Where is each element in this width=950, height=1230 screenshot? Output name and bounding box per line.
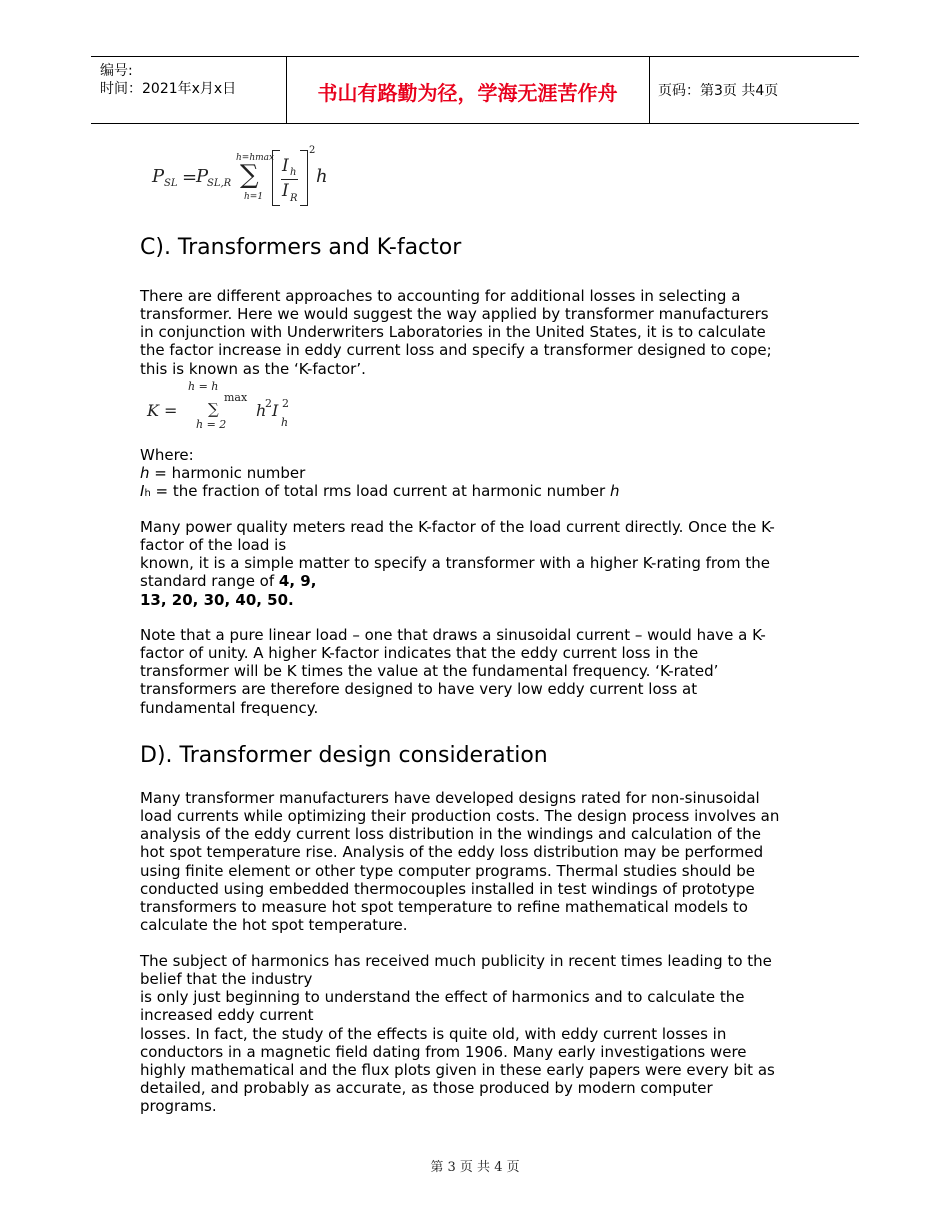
definitions xyxy=(140,446,840,503)
time-label: 时间：2021年x月x日 xyxy=(100,81,237,97)
left-bracket xyxy=(272,150,280,206)
where-label: Where: xyxy=(140,446,194,464)
right-bracket xyxy=(300,150,308,206)
def-i: Ih = the fraction of total rms load current at harmonic number h xyxy=(140,482,620,501)
section-c-paragraph-3: Note that a pure linear load – one that draws a sinusoidal current – would have a K- factor of unity. A higher K-factor indicates that the eddy current loss in the transformer will be K times the value at the fundamental frequency. ‘K-rated’ transformers are therefore designed to have very low eddy current loss at fundamental frequency. xyxy=(140,626,766,717)
section-d-paragraph-1: Many transformer manufacturers have developed designs rated for non-sinusoidal load currents while optimizing their production costs. The design process involves an analysis of the eddy current loss distribution in the windings and calculation of the hot spot temperature rise. Analysis of the eddy loss distribution may be performed using finite element or other type computer programs. Thermal studies should be conducted using embedded thermocouples installed in test windings of prototype transformers to measure hot spot temperature to refine mathematical models to calculate the hot spot temperature. xyxy=(140,789,780,935)
header-meta-cell xyxy=(91,57,287,123)
fraction-bar xyxy=(281,179,298,180)
doc-number-label: 编号: xyxy=(100,63,133,79)
section-d-paragraph-2: The subject of harmonics has received much publicity in recent times leading to the belief that the industry is only just beginning to understand the effect of harmonics and to calculate the increased eddy current losses. In fact, the study of the effects is quite old, with eddy current losses in conductors in a magnetic field dating from 1906. Many early investigations were highly mathematical and the flux plots given in these early papers were every bit as detailed, and probably as accurate, as those produced by modern computer programs. xyxy=(140,952,775,1116)
section-d-heading: D). Transformer design consideration xyxy=(140,743,548,768)
header-page-code: 页码：第3页 共4页 xyxy=(658,83,779,99)
section-c-paragraph-2: Many power quality meters read the K-factor of the load current directly. Once the K- factor of the load is known, it is a simple matter to specify a transformer with a higher K-rating from the standard range of 4, 9, 13, 20, 30, 40, 50. xyxy=(140,518,775,609)
header-motto-cell xyxy=(286,57,650,123)
section-c-paragraph-1: There are different approaches to accounting for additional losses in selecting a transformer. Here we would suggest the way applied by transformer manufacturers in conjunction with Underwriters Laboratories in the United States, it is to calculate the factor increase in eddy current loss and specify a transformer designed to cope; this is known as the ‘K-factor’. xyxy=(140,287,772,378)
section-c-heading: C). Transformers and K-factor xyxy=(140,235,462,260)
page-header xyxy=(91,56,859,124)
header-motto: 书山有路勤为径，学海无涯苦作舟 xyxy=(317,81,618,105)
header-page-cell xyxy=(649,57,859,123)
def-h: h = harmonic number xyxy=(140,464,306,483)
page-footer: 第 3 页 共 4 页 xyxy=(430,1160,520,1175)
